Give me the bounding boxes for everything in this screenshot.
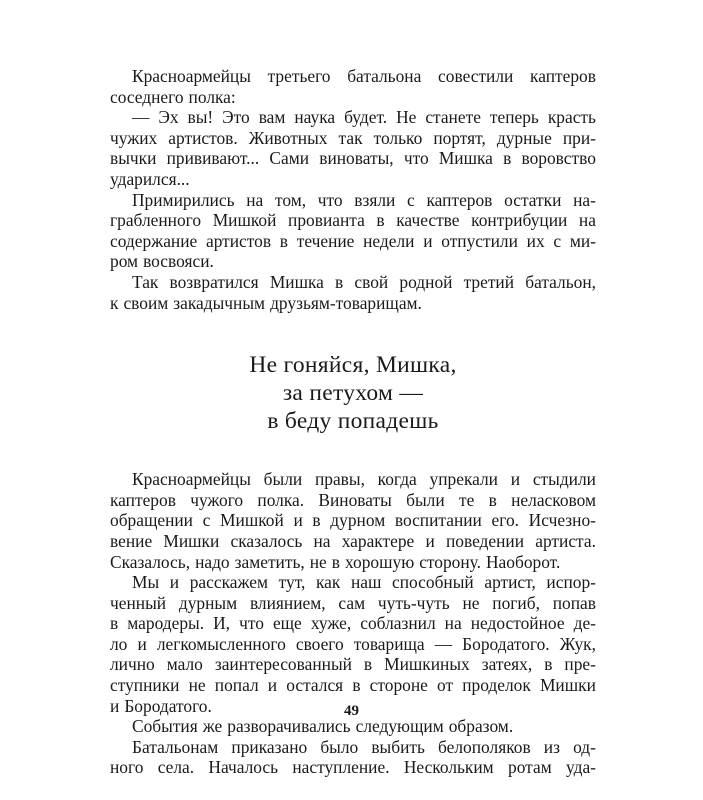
text-line: Так возвратился Мишка в свой родной третий батальон, <box>132 271 596 292</box>
text-line: ного села. Началось наступление. Нескольким ротам уда- <box>110 757 596 778</box>
text-line: События же разворачивались следующим образом. <box>132 716 514 737</box>
page-body <box>110 66 596 778</box>
text-line: Красноармейцы третьего батальона совестили каптеров <box>132 66 596 86</box>
heading-line-2: за петухом — <box>282 380 424 407</box>
heading-line-3: в беду попадешь <box>267 408 439 435</box>
text-line: ченный дурным влиянием, сам чуть-чуть не погиб, попав <box>110 592 596 613</box>
heading-line-1: Не гоняйся, Мишка, <box>249 352 457 379</box>
text-line: вение Мишки сказалось на характере и поведении артиста. <box>110 530 596 551</box>
text-line: Красноармейцы были правы, когда упрекали и стыдили <box>132 469 596 490</box>
text-section-2 <box>110 469 596 778</box>
text-section-1 <box>110 66 596 313</box>
text-line: грабленного Мишкой провианта в качестве контрибуции на <box>110 210 596 231</box>
text-line: вычки прививают... Сами виноваты, что Мишка в воровство <box>110 148 596 169</box>
text-line: чужих артистов. Животных так только портят, дурные при- <box>110 127 596 148</box>
text-line: ло и легкомысленного своего товарища — Бородатого. Жук, <box>110 633 596 654</box>
text-line: в мародеры. И, что еще хуже, соблазнил на недостойное де- <box>110 613 596 634</box>
text-line: ударился... <box>110 168 190 189</box>
text-line: каптеров чужого полка. Виноваты были те в неласковом <box>110 489 596 510</box>
text-line: ром восвояси. <box>110 251 214 272</box>
text-line: Мы и расскажем тут, как наш способный артист, испор- <box>132 572 596 593</box>
text-line: Примирились на том, что взяли с каптеров остатки на- <box>132 189 596 210</box>
chapter-heading <box>110 351 596 435</box>
text-line: лично мало заинтересованный в Мишкиных затеях, в пре- <box>110 654 596 675</box>
text-line: Батальонам приказано было выбить белополяков из од- <box>132 736 596 757</box>
text-line: обращении с Мишкой и в дурном воспитании его. Исчезно- <box>110 510 596 531</box>
text-line: — Эх вы! Это вам наука будет. Не станете теперь красть <box>132 107 596 128</box>
text-line: соседнего полка: <box>110 86 236 107</box>
page-number: 49 <box>344 703 359 719</box>
text-line: ступники не попал и остался в стороне от проделок Мишки <box>110 675 596 696</box>
text-line: содержание артистов в течение недели и отпустили их с ми- <box>110 230 596 251</box>
text-line: к своим закадычным друзьям-товарищам. <box>110 292 422 313</box>
text-line: Сказалось, надо заметить, не в хорошую сторону. Наоборот. <box>110 551 561 572</box>
text-line: и Бородатого. <box>110 695 212 716</box>
